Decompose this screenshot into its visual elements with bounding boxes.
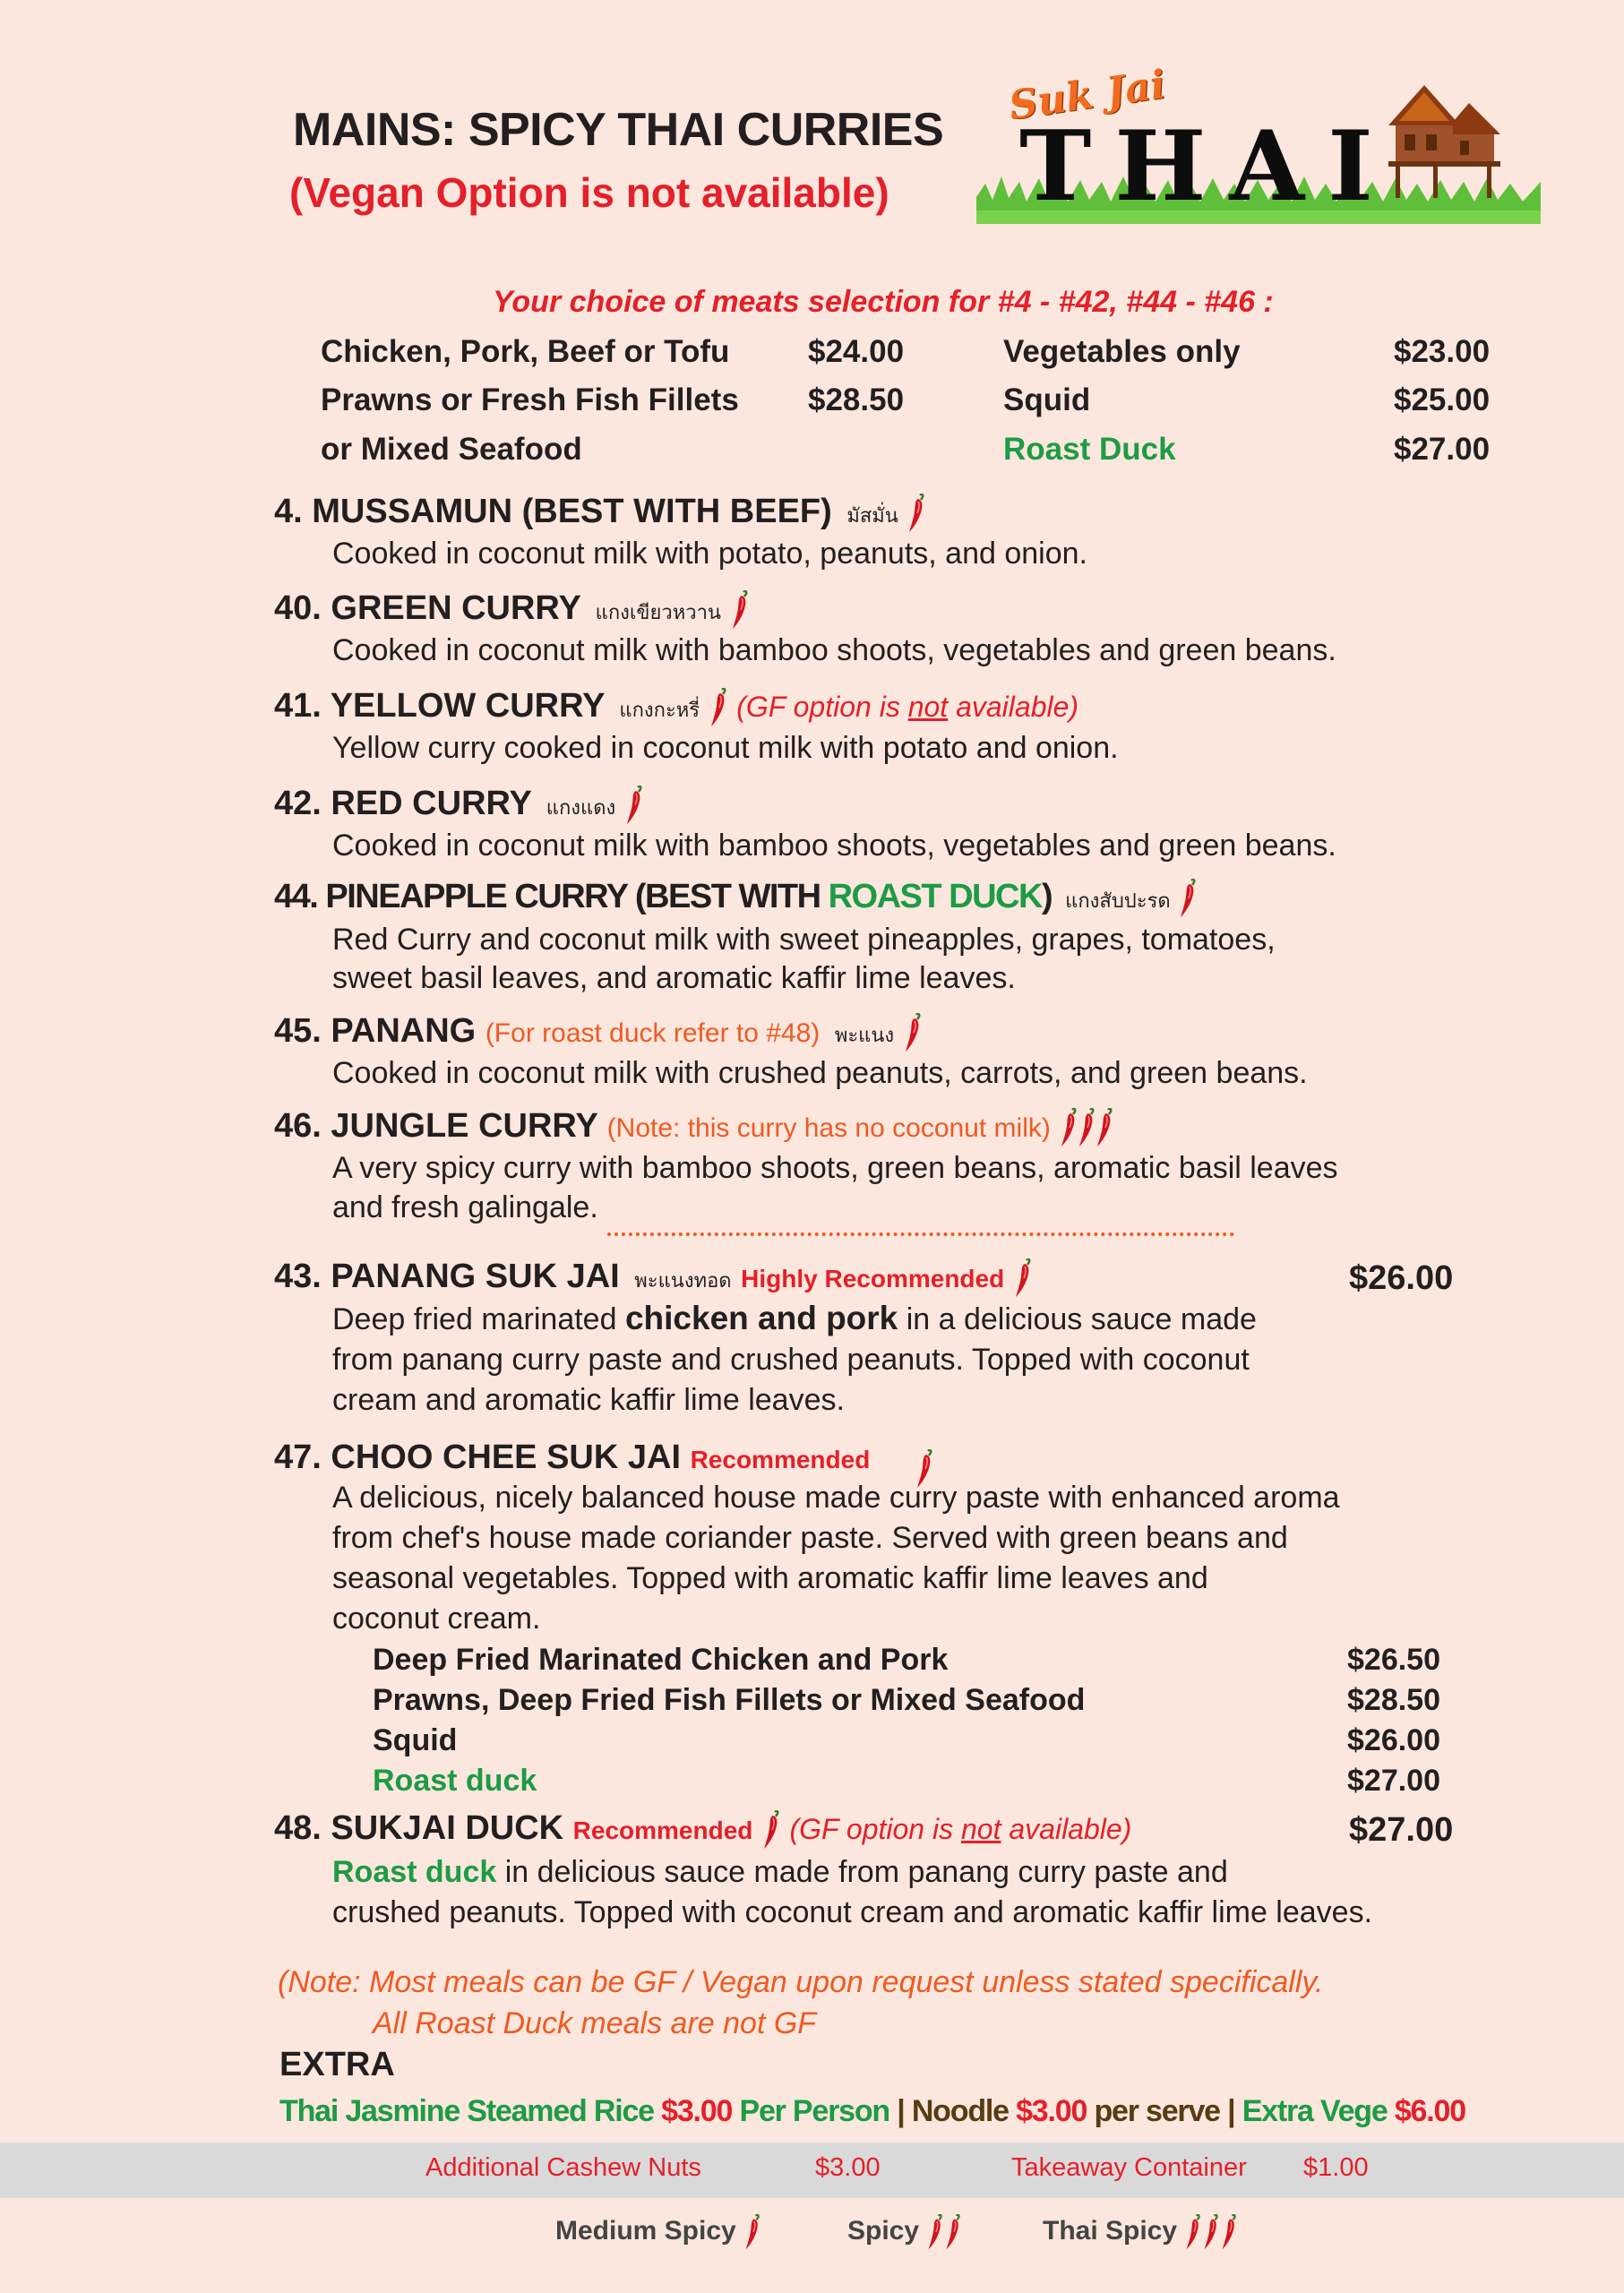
- chili-icon: [904, 1013, 922, 1052]
- choo-chee-option-label: Squid: [373, 1723, 458, 1757]
- suk-jai-thai-logo: [976, 62, 1541, 224]
- choo-chee-option-price: $26.50: [1347, 1643, 1440, 1677]
- item-description: Cooked in coconut milk with potato, peanuts, and onion.: [332, 537, 1087, 571]
- meat-option-price: $25.00: [1394, 382, 1491, 417]
- legend-thai-spicy: [1043, 2214, 1238, 2250]
- menu-item-46-heading: [274, 1107, 1113, 1147]
- item-thai-name: แกงเขียวหวาน: [595, 601, 721, 623]
- item-thai-name: พะแนง: [834, 1024, 895, 1046]
- footnote-line: (Note: Most meals can be GF / Vegan upon request unless stated specifically.: [278, 1965, 1324, 1999]
- item-name: GREEN CURRY: [331, 589, 581, 627]
- legend-label: Medium Spicy: [555, 2215, 736, 2246]
- menu-item-40-heading: [274, 589, 749, 630]
- addons-bar: [0, 2143, 1624, 2198]
- item-description: A delicious, nicely balanced house made curry paste with enhanced aroma: [332, 1481, 1340, 1515]
- item-price: $26.00: [1349, 1259, 1454, 1297]
- item-note: (Note: this curry has no coconut milk): [606, 1113, 1051, 1143]
- legend-medium-spicy: [555, 2214, 761, 2250]
- chili-icon: [1060, 1108, 1078, 1147]
- recommended-badge: Recommended: [690, 1446, 871, 1473]
- choo-chee-option-label: Prawns, Deep Fried Fish Fillets or Mixed Seafood: [373, 1683, 1086, 1717]
- chili-icon: [1179, 879, 1197, 918]
- choo-chee-option-price: $26.00: [1347, 1723, 1440, 1757]
- menu-item-41-heading: [274, 687, 1078, 727]
- item-number: 46.: [274, 1107, 322, 1145]
- separator: |: [897, 2094, 905, 2128]
- item-number: 43.: [274, 1258, 322, 1295]
- meat-option-label: Prawns or Fresh Fish Fillets: [321, 382, 739, 417]
- choo-chee-option-price: $28.50: [1347, 1683, 1440, 1717]
- chili-icon: [1202, 2214, 1220, 2250]
- menu-item-47-heading: [274, 1438, 870, 1477]
- item-number: 45.: [274, 1012, 322, 1050]
- chili-icon: [1220, 2214, 1238, 2250]
- item-number: 41.: [274, 687, 322, 725]
- addon-price: $1.00: [1303, 2153, 1369, 2182]
- extra-noodle-unit: per serve: [1094, 2094, 1220, 2128]
- menu-item-42-heading: [274, 785, 643, 825]
- item-description: Cooked in coconut milk with bamboo shoots, vegetables and green beans.: [332, 829, 1336, 863]
- item-note: (For roast duck refer to #48): [485, 1018, 821, 1048]
- separator: |: [1227, 2094, 1235, 2128]
- meat-option-label: Squid: [1003, 382, 1091, 417]
- page-subtitle: (Vegan Option is not available): [289, 169, 889, 216]
- item-description: Cooked in coconut milk with crushed peanuts, carrots, and green beans.: [332, 1056, 1308, 1090]
- item-thai-name: แกงแดง: [546, 796, 616, 819]
- extra-rice: Thai Jasmine Steamed Rice: [279, 2094, 654, 2128]
- chili-icon: [731, 590, 749, 630]
- choo-chee-option-label: Deep Fried Marinated Chicken and Pork: [373, 1643, 949, 1677]
- item-name: PINEAPPLE CURRY (BEST WITH: [325, 878, 829, 915]
- meat-option-price: $23.00: [1394, 334, 1491, 369]
- item-description: Red Curry and coconut milk with sweet pineapples, grapes, tomatoes,: [332, 923, 1276, 957]
- chili-icon: [1078, 1108, 1096, 1147]
- item-name: MUSSAMUN (BEST WITH BEEF): [312, 493, 832, 530]
- extra-rice-price: $3.00: [661, 2094, 733, 2128]
- item-number: 47.: [274, 1438, 322, 1476]
- menu-item-43-heading: [274, 1258, 1032, 1298]
- item-description: Yellow curry cooked in coconut milk with potato and onion.: [332, 731, 1119, 765]
- item-thai-name: มัสมั่น: [846, 504, 898, 527]
- meat-option-price: $27.00: [1394, 432, 1491, 467]
- item-description: from chef's house made coriander paste. Served with green beans and: [332, 1521, 1288, 1555]
- addon-label: Additional Cashew Nuts: [425, 2153, 701, 2182]
- item-description: cream and aromatic kaffir lime leaves.: [332, 1383, 845, 1417]
- extra-rice-unit: Per Person: [739, 2094, 889, 2128]
- chili-icon: [625, 786, 643, 825]
- item-description: sweet basil leaves, and aromatic kaffir lime leaves.: [332, 961, 1016, 995]
- legend-spicy: [847, 2214, 962, 2250]
- item-name: PANANG: [331, 1012, 477, 1050]
- chili-icon: [1184, 2214, 1202, 2250]
- item-description: from panang curry paste and crushed peanuts. Topped with coconut: [332, 1343, 1250, 1377]
- chili-icon: [762, 1810, 780, 1850]
- chili-icon: [944, 2214, 962, 2250]
- chili-icon: [907, 494, 925, 533]
- meat-option-label: Chicken, Pork, Beef or Tofu: [321, 334, 730, 369]
- gf-note: (GF option is not available): [789, 1813, 1132, 1845]
- meat-option-price: $24.00: [808, 334, 905, 369]
- item-name-highlight: ROAST DUCK: [828, 878, 1042, 915]
- extra-noodle-price: $3.00: [1016, 2094, 1087, 2128]
- item-number: 48.: [274, 1809, 322, 1847]
- item-description: A very spicy curry with bamboo shoots, green beans, aromatic basil leaves: [332, 1151, 1338, 1185]
- extra-vege-price: $6.00: [1394, 2094, 1465, 2128]
- extra-options-line: [279, 2094, 1465, 2129]
- chili-icon: [743, 2214, 761, 2250]
- logo-word: THAI: [1019, 110, 1396, 223]
- meat-choice-note: Your choice of meats selection for #4 - #42, #44 - #46 :: [493, 285, 1274, 319]
- choo-chee-option-price: $27.00: [1347, 1764, 1440, 1798]
- legend-label: Spicy: [847, 2215, 920, 2246]
- item-number: 42.: [274, 785, 322, 822]
- chili-icon: [926, 2214, 944, 2250]
- item-description: Deep fried marinated chicken and pork in a delicious sauce made: [332, 1300, 1257, 1336]
- dietary-footnote: [278, 1962, 1323, 2044]
- item-description: crushed peanuts. Topped with coconut cream and aromatic kaffir lime leaves.: [332, 1895, 1373, 1929]
- item-name: SUKJAI DUCK: [331, 1809, 564, 1847]
- footnote-line: All Roast Duck meals are not GF: [373, 2006, 817, 2040]
- addon-price: $3.00: [815, 2153, 881, 2182]
- item-thai-name: พะแนงทอด: [634, 1269, 732, 1292]
- chili-icon: [709, 688, 727, 727]
- item-number: 4.: [274, 493, 303, 530]
- item-number: 44.: [274, 878, 318, 915]
- logo-script-text: Suk Jai: [1006, 62, 1169, 129]
- extra-noodle: Noodle: [911, 2094, 1009, 2128]
- chili-icon: [1014, 1258, 1032, 1298]
- item-name-end: ): [1041, 878, 1053, 915]
- item-description: and fresh galingale.: [332, 1190, 598, 1224]
- meat-option-price: $28.50: [808, 382, 905, 417]
- meat-option-label: or Mixed Seafood: [321, 432, 582, 467]
- menu-item-45-heading: [274, 1012, 922, 1052]
- addon-label: Takeaway Container: [1011, 2153, 1247, 2182]
- item-price: $27.00: [1349, 1811, 1454, 1849]
- item-description: Roast duck in delicious sauce made from panang curry paste and: [332, 1855, 1228, 1889]
- item-number: 40.: [274, 589, 322, 627]
- item-thai-name: แกงกะหรี่: [619, 699, 700, 721]
- menu-item-48-heading: [274, 1809, 1131, 1850]
- item-name: RED CURRY: [331, 785, 532, 822]
- item-description: seasonal vegetables. Topped with aromatic kaffir lime leaves and: [332, 1561, 1208, 1595]
- meat-option-label: Roast Duck: [1003, 432, 1176, 467]
- gf-note: (GF option is not available): [736, 691, 1079, 723]
- legend-label: Thai Spicy: [1043, 2215, 1178, 2246]
- item-thai-name: แกงสับปะรด: [1065, 889, 1171, 912]
- item-name: JUNGLE CURRY: [331, 1107, 598, 1145]
- item-name: PANANG SUK JAI: [331, 1258, 620, 1295]
- menu-item-44-heading: [274, 878, 1197, 918]
- meat-option-label: Vegetables only: [1003, 334, 1241, 369]
- item-name: YELLOW CURRY: [330, 687, 605, 725]
- recommended-badge: Highly Recommended: [741, 1265, 1005, 1292]
- extra-vege: Extra Vege: [1242, 2094, 1388, 2128]
- menu-item-4-heading: [274, 493, 925, 533]
- section-divider: [607, 1232, 1234, 1236]
- chili-icon: [1096, 1108, 1113, 1147]
- extra-heading: EXTRA: [279, 2046, 395, 2083]
- page-title: MAINS: SPICY THAI CURRIES: [293, 104, 944, 156]
- item-name: CHOO CHEE SUK JAI: [331, 1438, 682, 1476]
- choo-chee-option-label: Roast duck: [373, 1764, 537, 1798]
- item-description: Cooked in coconut milk with bamboo shoots, vegetables and green beans.: [332, 633, 1336, 667]
- recommended-badge: Recommended: [572, 1816, 753, 1844]
- item-description: coconut cream.: [332, 1602, 541, 1636]
